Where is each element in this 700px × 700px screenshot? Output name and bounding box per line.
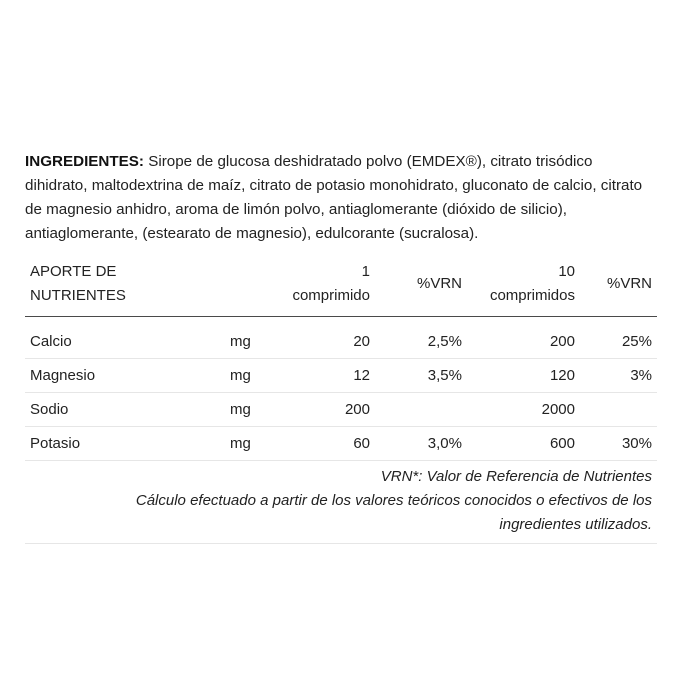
header-vrn-1: %VRN — [375, 256, 467, 317]
table-header-row — [25, 256, 657, 317]
cell-unit: mg — [225, 359, 275, 393]
cell-unit: mg — [225, 427, 275, 461]
cell-nutrient: Magnesio — [25, 359, 225, 393]
table-row — [25, 427, 657, 461]
nutrition-table — [25, 256, 657, 544]
cell-vrn-10: 30% — [580, 427, 657, 461]
header-dose-1 — [275, 256, 375, 317]
cell-vrn-1: 3,0% — [375, 427, 467, 461]
calculation-note-line1: Cálculo efectuado a partir de los valores teóricos conocidos o efectivos de los — [135, 492, 652, 509]
header-dose-1-line1: 1 — [361, 263, 370, 280]
cell-vrn-1: 3,5% — [375, 359, 467, 393]
header-nutrient-line2: NUTRIENTES — [30, 287, 126, 304]
header-nutrient-line1: APORTE DE — [30, 263, 117, 280]
header-vrn-10: %VRN — [580, 256, 657, 317]
table-notes-row — [25, 461, 657, 544]
cell-nutrient: Potasio — [25, 427, 225, 461]
cell-unit: mg — [225, 317, 275, 359]
cell-dose-1: 12 — [275, 359, 375, 393]
cell-dose-10: 2000 — [467, 393, 580, 427]
cell-dose-1: 60 — [275, 427, 375, 461]
ingredients-label: INGREDIENTES: — [25, 153, 144, 170]
cell-dose-1: 20 — [275, 317, 375, 359]
cell-vrn-10: 3% — [580, 359, 657, 393]
header-nutrient — [25, 256, 225, 317]
table-row — [25, 359, 657, 393]
cell-nutrient: Calcio — [25, 317, 225, 359]
ingredients-text: Sirope de glucosa deshidratado polvo (EMDEX®), citrato trisódico dihidrato, maltodextrina de maíz, citrato de potasio monohidrato, gluconato de calcio, citrato de magnesio anhidro, aroma de limón polvo, antiaglomerante (dióxido de silicio), antiaglomerante, (estearato de magnesio), edulcorante (sucralosa). — [25, 153, 643, 242]
header-dose-10-line2: comprimidos — [489, 287, 575, 304]
nutrition-label — [25, 150, 657, 544]
cell-unit: mg — [225, 393, 275, 427]
cell-vrn-1: 2,5% — [375, 317, 467, 359]
ingredients-paragraph — [25, 150, 657, 246]
vrn-definition-note: VRN*: Valor de Referencia de Nutrientes — [380, 468, 652, 485]
cell-dose-10: 120 — [467, 359, 580, 393]
calculation-note-line2: ingredientes utilizados. — [499, 516, 652, 533]
table-row — [25, 317, 657, 359]
cell-nutrient: Sodio — [25, 393, 225, 427]
table-footnotes — [25, 461, 657, 544]
cell-vrn-1 — [375, 393, 467, 427]
header-dose-10-line1: 10 — [558, 263, 575, 280]
header-dose-10 — [467, 256, 580, 317]
cell-dose-10: 200 — [467, 317, 580, 359]
header-unit — [225, 256, 275, 317]
table-row — [25, 393, 657, 427]
cell-dose-1: 200 — [275, 393, 375, 427]
header-dose-1-line2: comprimido — [292, 287, 370, 304]
cell-dose-10: 600 — [467, 427, 580, 461]
cell-vrn-10: 25% — [580, 317, 657, 359]
cell-vrn-10 — [580, 393, 657, 427]
